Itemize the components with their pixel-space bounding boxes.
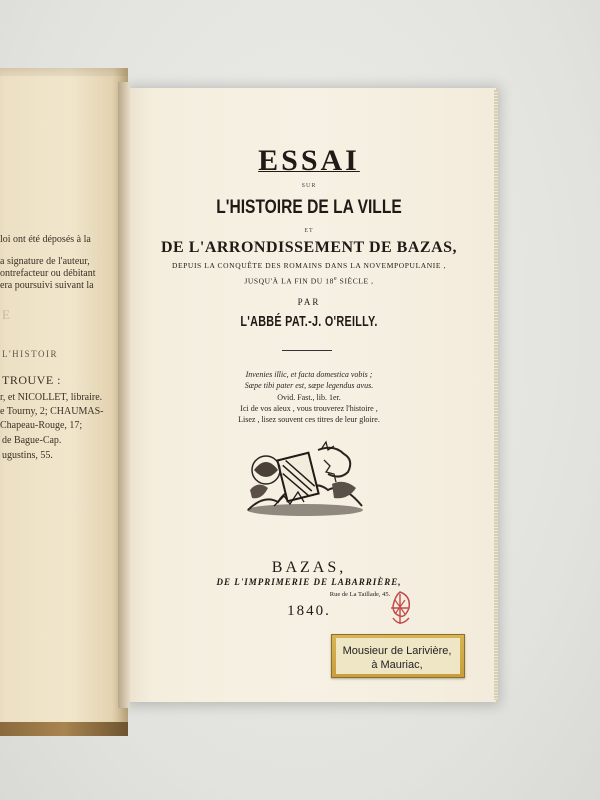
imprint-address: Rue de La Taillade, 45. [329, 591, 391, 598]
left-line-5: E [2, 307, 10, 322]
subtitle-line-1: DEPUIS LA CONQUÊTE DES ROMAINS DANS LA NOVEMPOPULANIE , [171, 261, 447, 270]
epigraph-line-3: Ovid. Fast., lib. 1er. [277, 393, 341, 402]
imprint-city: BAZAS, [271, 559, 347, 576]
author: L'ABBÉ PAT.-J. O'REILLY. [240, 313, 378, 330]
left-line-2: a signature de l'auteur, [0, 256, 90, 267]
left-line-4: era poursuivi suivant la [0, 280, 94, 291]
divider-rule [282, 350, 332, 351]
epigraph-line-1: Invenies illic, et facta domestica vobis ; [245, 370, 373, 379]
title-sur: SUR [301, 183, 317, 189]
left-page-shadow [0, 68, 128, 76]
left-line-9: e Tourny, 2; CHAUMAS- [0, 406, 104, 417]
epigraph-line-5: Lisez , lisez souvent ces titres de leur gloire. [238, 415, 380, 424]
title-line-1: L'HISTOIRE DE LA VILLE [216, 197, 402, 218]
library-stamp-icon [383, 588, 417, 632]
epigraph-line-2: Sæpe tibi pater est, sæpe legendus avus. [244, 381, 374, 390]
leather-binding [0, 722, 128, 736]
title-par: PAR [297, 297, 321, 307]
ownership-line-2: à Mauriac, [371, 659, 423, 671]
title-essai: ESSAI [258, 144, 360, 177]
left-page [0, 68, 128, 736]
woodcut-vignette-icon [244, 440, 366, 518]
left-line-7: TROUVE : [2, 373, 61, 387]
left-line-6: L'HISTOIR [2, 349, 58, 359]
title-line-2: DE L'ARRONDISSEMENT DE BAZAS, [160, 239, 458, 256]
left-line-8: r, et NICOLLET, libraire. [0, 392, 103, 403]
imprint-year: 1840. [287, 603, 331, 619]
title-et: ET [304, 228, 314, 234]
left-line-11: de Bague-Cap. [2, 435, 62, 446]
left-line-1: loi ont été déposés à la [0, 234, 91, 245]
imprint-printer: DE L'IMPRIMERIE DE LABARRIÈRE, [216, 577, 402, 587]
ownership-line-1: Mousieur de Larivière, [342, 645, 452, 657]
epigraph-line-4: Ici de vos aïeux , vous trouverez l'histoire , [240, 404, 378, 413]
left-line-12: ugustins, 55. [2, 450, 53, 461]
subtitle-line-2: JUSQU'À LA FIN DU 18e SIÈCLE , [244, 276, 374, 286]
left-line-10: Chapeau-Rouge, 17; [0, 420, 83, 431]
left-line-3: ontrefacteur ou débitant [0, 268, 96, 279]
